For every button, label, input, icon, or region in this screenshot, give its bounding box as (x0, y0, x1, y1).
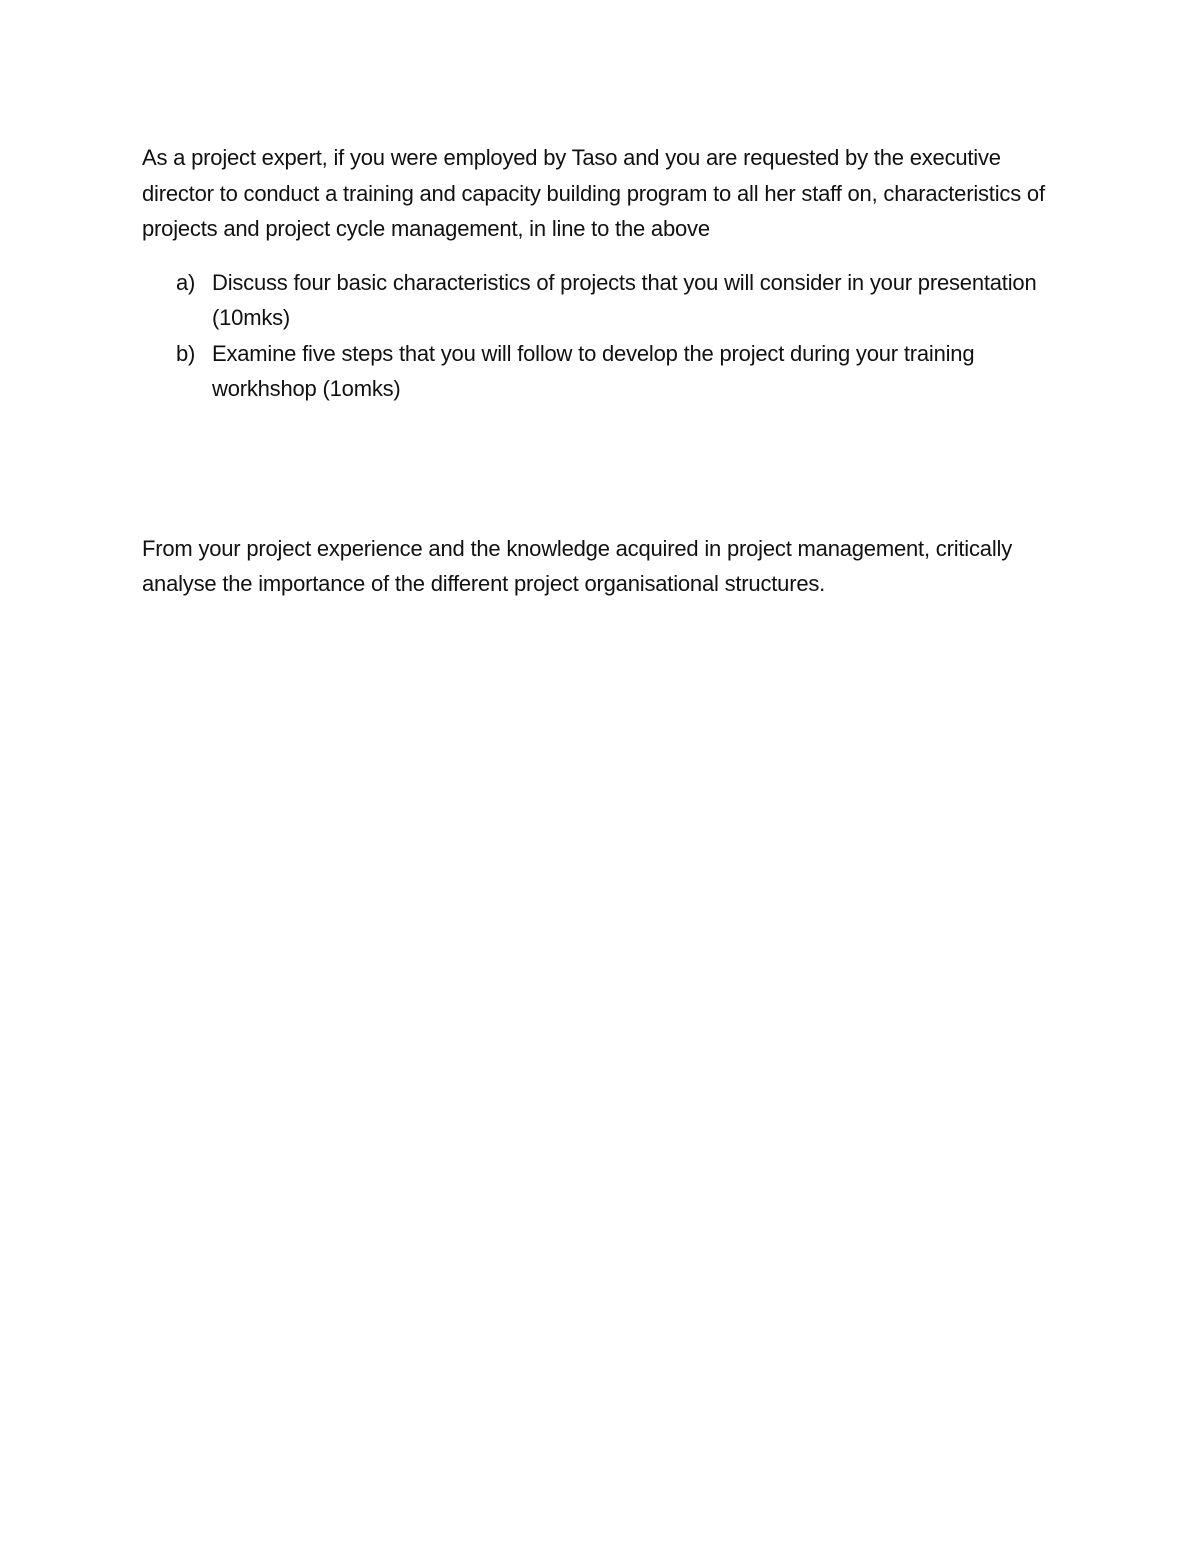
intro-paragraph: As a project expert, if you were employed by Taso and you are requested by the executive director to conduct a training and capacity building program to all her staff on, characteristics of projects and project cycle management, in line to the above (142, 145, 1045, 241)
list-marker: a) (176, 269, 196, 295)
document-body (142, 140, 1072, 602)
question-text: Examine five steps that you will follow to develop the project during your training workhshop (1omks) (212, 340, 975, 401)
second-question-paragraph: From your project experience and the knowledge acquired in project management, critically analyse the importance of the different project organisational structures. (142, 535, 1012, 596)
list-marker: b) (176, 340, 196, 366)
question-text: Discuss four basic characteristics of projects that you will consider in your presentation (10mks) (212, 269, 1037, 330)
question-list (142, 265, 1072, 407)
list-item (142, 336, 1072, 407)
list-item (142, 265, 1072, 336)
